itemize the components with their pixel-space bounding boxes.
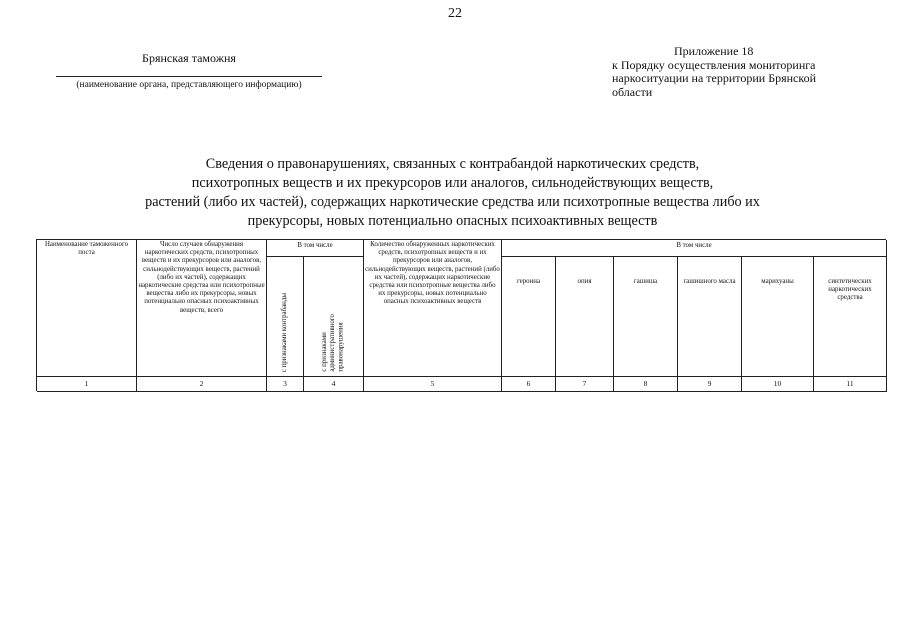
organization-name: Брянская таможня: [56, 50, 322, 77]
document-title-line: Сведения о правонарушениях, связанных с контрабандой наркотических средств,: [205, 156, 700, 172]
appendix-line: наркоситуации на территории Брянской: [612, 71, 817, 85]
header-customs-post: Наименование таможенного поста: [37, 240, 137, 377]
organization-block: [56, 50, 322, 90]
organization-caption: (наименование органа, представляющего информацию): [76, 80, 302, 90]
page-number: 22: [448, 6, 462, 21]
column-number: 6: [502, 377, 556, 392]
column-number: 10: [742, 377, 814, 392]
document-title-line: психотропных веществ и их прекурсоров или аналогов, сильнодействующих веществ,: [191, 175, 714, 191]
column-number: 2: [137, 377, 267, 392]
header-smuggling-signs-text: с признаками контрабанды: [280, 292, 288, 372]
header-quantity-total: Количество обнаруженных наркотических средств, психотропных веществ и их прекурсоров или аналогов, сильнодействующих веществ, растений (либо их частей), содержащих наркотические средства или психотропные вещества либо их прекурсоры, новых потенциально опасных психоактивных веществ: [364, 240, 502, 377]
column-number: 9: [678, 377, 742, 392]
header-group-cases-breakdown: В том числе: [267, 240, 364, 257]
appendix-line: к Порядку осуществления мониторинга: [612, 57, 816, 72]
document-title: [90, 155, 815, 231]
column-number: 3: [267, 377, 304, 392]
header-smuggling-signs: [267, 257, 304, 377]
column-number: 5: [364, 377, 502, 392]
column-number: 8: [614, 377, 678, 392]
header-cases-total: Число случаев обнаружения наркотических средств, психотропных веществ и их прекурсоров или аналогов, сильнодействующих веществ, растений (либо их частей), содержащих наркотические средства или психотропные вещества либо их прекурсоры, новых потенциально опасных психоактивных веществ, всего: [137, 240, 267, 377]
header-hashish: гашиша: [614, 257, 678, 377]
header-opium: опия: [556, 257, 614, 377]
appendix-line: области: [612, 84, 653, 99]
header-administrative-signs-text: с признаками административного правонарушения: [321, 314, 345, 372]
column-number: 1: [37, 377, 137, 392]
column-number: 7: [556, 377, 614, 392]
appendix-title: Приложение 18: [674, 44, 754, 58]
header-heroin: героина: [502, 257, 556, 377]
document-title-line: растений (либо их частей), содержащих наркотические средства или психотропные вещества либо их: [145, 194, 760, 210]
column-number: 4: [304, 377, 364, 392]
column-number: 11: [814, 377, 887, 392]
header-marijuana: марихуаны: [742, 257, 814, 377]
document-title-line: прекурсоры, новых потенциально опасных психоактивных веществ: [247, 213, 658, 229]
report-table: [36, 239, 886, 391]
header-hashish-oil: гашишного масла: [678, 257, 742, 377]
header-administrative-signs: [304, 257, 364, 377]
header-synthetic-drugs: синтетических наркотических средства: [814, 257, 887, 377]
header-group-substances: В том числе: [502, 240, 887, 257]
appendix-block: [612, 45, 852, 99]
